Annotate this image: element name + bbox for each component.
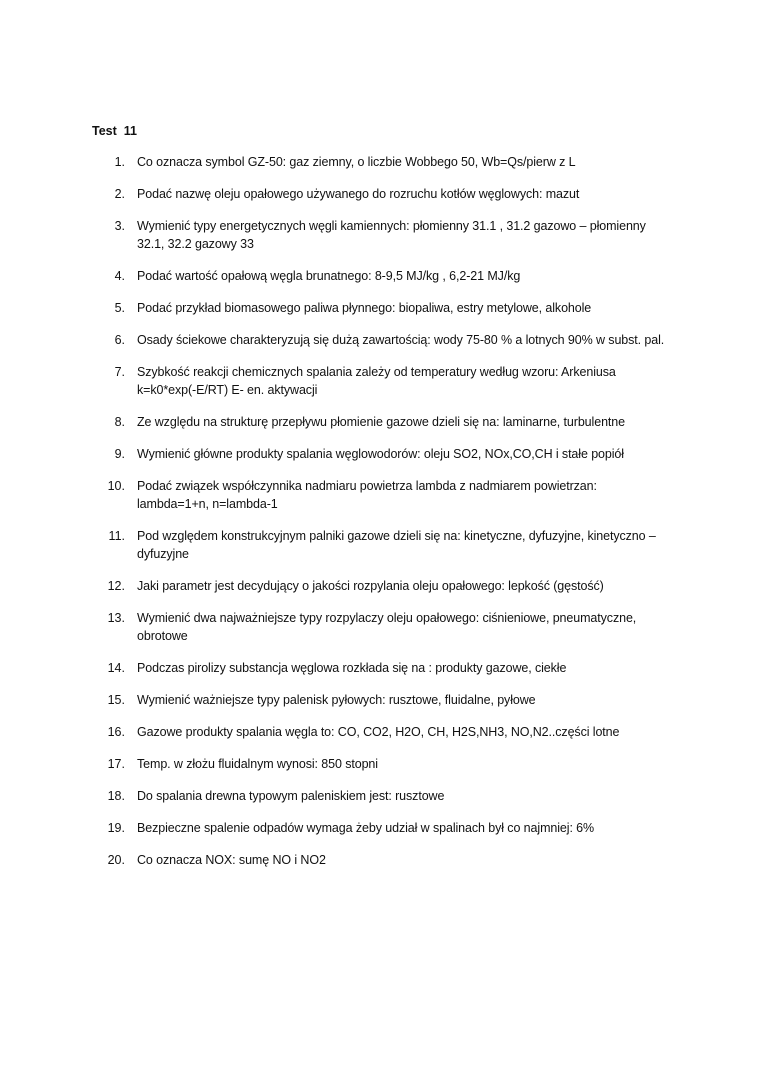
question-item-13	[0, 609, 760, 645]
question-list	[0, 153, 760, 883]
question-number: 2.	[114, 187, 125, 201]
question-number: 4.	[114, 269, 125, 283]
question-number: 1.	[114, 155, 125, 169]
question-item-5	[0, 299, 760, 317]
question-text: Wymienić dwa najważniejsze typy rozpylaczy oleju opałowego: ciśnieniowe, pneumatyczne, obrotowe	[137, 611, 637, 643]
question-text: Wymienić główne produkty spalania węglowodorów: oleju SO2, NOx,CO,CH i stałe popiół	[137, 447, 624, 461]
question-text: Pod względem konstrukcyjnym palniki gazowe dzieli się na: kinetyczne, dyfuzyjne, kinetyczno – dyfuzyjne	[137, 529, 656, 561]
question-text: Do spalania drewna typowym paleniskiem jest: rusztowe	[137, 789, 445, 803]
question-text: Podać związek współczynnika nadmiaru powietrza lambda z nadmiarem powietrzan: lambda=1+n, n=lambda-1	[137, 479, 597, 511]
question-number: 12.	[107, 579, 125, 593]
question-item-20	[0, 851, 760, 869]
question-number: 13.	[107, 611, 125, 625]
question-item-12	[0, 577, 760, 595]
question-item-9	[0, 445, 760, 463]
question-text: Co oznacza symbol GZ-50: gaz ziemny, o liczbie Wobbego 50, Wb=Qs/pierw z L	[137, 155, 576, 169]
question-number: 15.	[107, 693, 125, 707]
question-number: 8.	[114, 415, 125, 429]
question-text: Podczas pirolizy substancja węglowa rozkłada się na : produkty gazowe, ciekłe	[137, 661, 567, 675]
question-item-3	[0, 217, 760, 253]
question-number: 7.	[114, 365, 125, 379]
question-text: Jaki parametr jest decydujący o jakości rozpylania oleju opałowego: lepkość (gęstość)	[137, 579, 604, 593]
question-number: 17.	[107, 757, 125, 771]
question-text: Bezpieczne spalenie odpadów wymaga żeby udział w spalinach był co najmniej: 6%	[137, 821, 595, 835]
question-text: Osady ściekowe charakteryzują się dużą zawartością: wody 75-80 % a lotnych 90% w subst. pal.	[137, 333, 665, 347]
question-text: Gazowe produkty spalania węgla to: CO, CO2, H2O, CH, H2S,NH3, NO,N2..części lotne	[137, 725, 620, 739]
question-number: 16.	[107, 725, 125, 739]
question-text: Ze względu na strukturę przepływu płomienie gazowe dzieli się na: laminarne, turbulentne	[137, 415, 625, 429]
question-text: Co oznacza NOX: sumę NO i NO2	[137, 853, 326, 867]
question-text: Temp. w złożu fluidalnym wynosi: 850 stopni	[137, 757, 378, 771]
question-item-8	[0, 413, 760, 431]
question-number: 18.	[107, 789, 125, 803]
question-item-18	[0, 787, 760, 805]
question-number: 5.	[114, 301, 125, 315]
question-number: 20.	[107, 853, 125, 867]
question-item-2	[0, 185, 760, 203]
question-item-17	[0, 755, 760, 773]
question-text: Podać przykład biomasowego paliwa płynnego: biopaliwa, estry metylowe, alkohole	[137, 301, 592, 315]
question-item-6	[0, 331, 760, 349]
question-text: Podać nazwę oleju opałowego używanego do rozruchu kotłów węglowych: mazut	[137, 187, 580, 201]
question-item-11	[0, 527, 760, 563]
question-item-14	[0, 659, 760, 677]
question-number: 11.	[108, 529, 125, 543]
question-number: 9.	[114, 447, 125, 461]
document-title: Test 11	[92, 124, 137, 138]
question-text: Podać wartość opałową węgla brunatnego: 8-9,5 MJ/kg , 6,2-21 MJ/kg	[137, 269, 521, 283]
question-number: 10.	[107, 479, 125, 493]
question-item-15	[0, 691, 760, 709]
question-number: 6.	[114, 333, 125, 347]
question-text: Wymienić typy energetycznych węgli kamiennych: płomienny 31.1 , 31.2 gazowo – płomienny 32.1, 32.2 gazowy 33	[137, 219, 646, 251]
question-item-1	[0, 153, 760, 171]
question-text: Szybkość reakcji chemicznych spalania zależy od temperatury według wzoru: Arkeniusa k=k0*exp(-E/RT) E- en. aktywacji	[137, 365, 616, 397]
question-item-10	[0, 477, 760, 513]
question-item-4	[0, 267, 760, 285]
question-text: Wymienić ważniejsze typy palenisk pyłowych: rusztowe, fluidalne, pyłowe	[137, 693, 536, 707]
question-number: 3.	[114, 219, 125, 233]
question-item-19	[0, 819, 760, 837]
question-item-7	[0, 363, 760, 399]
question-number: 19.	[107, 821, 125, 835]
question-number: 14.	[107, 661, 125, 675]
question-item-16	[0, 723, 760, 741]
